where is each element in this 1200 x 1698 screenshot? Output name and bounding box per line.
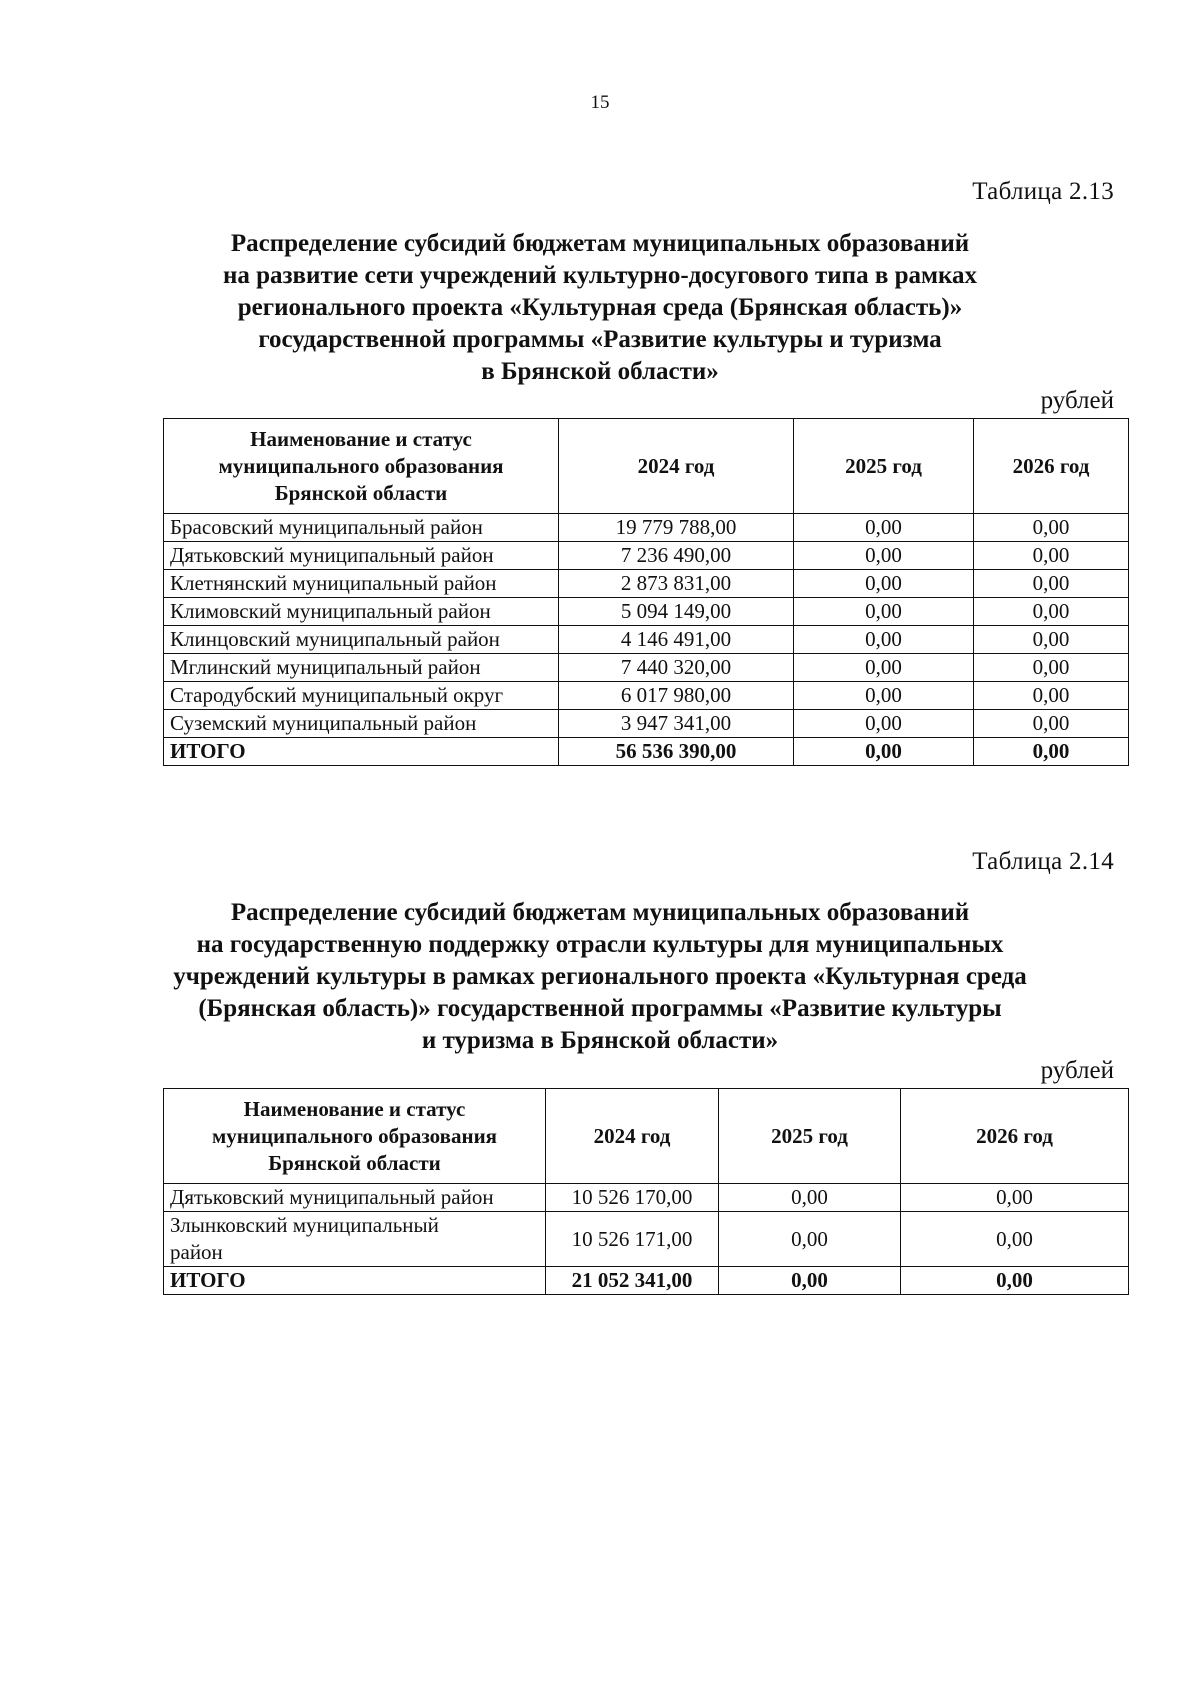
title-line: учреждений культуры в рамках регионального проекта «Культурная среда <box>173 963 1027 990</box>
allocation-table <box>163 1088 1129 1295</box>
value-2024: 2 873 831,00 <box>559 570 794 598</box>
total-label: ИТОГО <box>164 1267 546 1295</box>
header-line: муниципального образования <box>211 1123 498 1148</box>
municipality-name: Суземский муниципальный район <box>164 710 559 738</box>
title-line: государственной программы «Развитие культуры и туризма <box>258 326 942 353</box>
table-label: Таблица 2.14 <box>972 848 1114 875</box>
title-line: регионального проекта «Культурная среда (Брянская область)» <box>237 294 963 321</box>
header-row <box>164 1089 1129 1184</box>
table-row <box>164 1212 1129 1267</box>
column-header-2024: 2024 год <box>546 1089 719 1184</box>
table-row <box>164 542 1129 570</box>
municipality-name: Дятьковский муниципальный район <box>164 1184 546 1212</box>
title-line: в Брянской области» <box>481 358 719 385</box>
value-2026: 0,00 <box>974 654 1129 682</box>
column-header-2026: 2026 год <box>901 1089 1129 1184</box>
title-line: Распределение субсидий бюджетам муниципальных образований <box>230 899 970 926</box>
header-line: Наименование и статус <box>243 1096 466 1121</box>
unit-label: рублей <box>1040 1057 1114 1084</box>
table-row <box>164 682 1129 710</box>
column-header-2026: 2026 год <box>974 419 1129 514</box>
page-number: 15 <box>590 92 610 113</box>
allocation-table <box>163 418 1129 766</box>
total-row <box>164 1267 1129 1295</box>
value-2026: 0,00 <box>974 710 1129 738</box>
column-header-2025: 2025 год <box>794 419 974 514</box>
value-2024: 3 947 341,00 <box>559 710 794 738</box>
column-header-name <box>164 419 559 514</box>
municipality-name <box>164 1212 546 1267</box>
value-2025: 0,00 <box>794 710 974 738</box>
value-2024: 5 094 149,00 <box>559 598 794 626</box>
value-2026: 0,00 <box>901 1212 1129 1267</box>
name-line: район <box>170 1240 223 1264</box>
value-2024: 19 779 788,00 <box>559 514 794 542</box>
table-title <box>150 897 1050 1057</box>
municipality-name: Дятьковский муниципальный район <box>164 542 559 570</box>
municipality-name: Брасовский муниципальный район <box>164 514 559 542</box>
value-2024: 7 236 490,00 <box>559 542 794 570</box>
total-2025: 0,00 <box>719 1267 901 1295</box>
title-line: на развитие сети учреждений культурно-досугового типа в рамках <box>222 262 978 289</box>
table-row <box>164 626 1129 654</box>
value-2024: 4 146 491,00 <box>559 626 794 654</box>
total-2026: 0,00 <box>974 738 1129 766</box>
table-row <box>164 710 1129 738</box>
column-header-2025: 2025 год <box>719 1089 901 1184</box>
value-2026: 0,00 <box>974 682 1129 710</box>
name-line: Злынковский муниципальный <box>170 1213 439 1237</box>
value-2026: 0,00 <box>974 514 1129 542</box>
header-line: Брянской области <box>268 1150 441 1175</box>
table-row <box>164 654 1129 682</box>
title-line: на государственную поддержку отрасли культуры для муниципальных <box>196 931 1004 958</box>
column-header-2024: 2024 год <box>559 419 794 514</box>
value-2024: 10 526 170,00 <box>546 1184 719 1212</box>
value-2025: 0,00 <box>794 654 974 682</box>
value-2026: 0,00 <box>901 1184 1129 1212</box>
unit-label: рублей <box>1040 387 1114 414</box>
header-line: Наименование и статус <box>250 426 472 451</box>
total-label: ИТОГО <box>164 738 559 766</box>
municipality-name: Климовский муниципальный район <box>164 598 559 626</box>
value-2026: 0,00 <box>974 626 1129 654</box>
total-2025: 0,00 <box>794 738 974 766</box>
value-2025: 0,00 <box>794 514 974 542</box>
value-2026: 0,00 <box>974 598 1129 626</box>
value-2026: 0,00 <box>974 570 1129 598</box>
value-2026: 0,00 <box>974 542 1129 570</box>
total-row <box>164 738 1129 766</box>
value-2025: 0,00 <box>794 598 974 626</box>
header-row <box>164 419 1129 514</box>
table-row <box>164 1184 1129 1212</box>
title-line: и туризма в Брянской области» <box>421 1027 779 1054</box>
table-label: Таблица 2.13 <box>972 178 1114 205</box>
value-2024: 6 017 980,00 <box>559 682 794 710</box>
header-line: муниципального образования <box>218 453 504 478</box>
value-2025: 0,00 <box>719 1184 901 1212</box>
value-2024: 7 440 320,00 <box>559 654 794 682</box>
value-2025: 0,00 <box>794 626 974 654</box>
municipality-name: Клетнянский муниципальный район <box>164 570 559 598</box>
title-line: Распределение субсидий бюджетам муниципальных образований <box>230 230 970 257</box>
value-2025: 0,00 <box>794 570 974 598</box>
municipality-name: Клинцовский муниципальный район <box>164 626 559 654</box>
table-row <box>164 570 1129 598</box>
value-2024: 10 526 171,00 <box>546 1212 719 1267</box>
table-title <box>150 228 1050 388</box>
header-line: Брянской области <box>274 480 448 505</box>
total-2026: 0,00 <box>901 1267 1129 1295</box>
value-2025: 0,00 <box>794 682 974 710</box>
column-header-name <box>164 1089 546 1184</box>
value-2025: 0,00 <box>794 542 974 570</box>
table-row <box>164 514 1129 542</box>
municipality-name: Стародубский муниципальный округ <box>164 682 559 710</box>
value-2025: 0,00 <box>719 1212 901 1267</box>
title-line: (Брянская область)» государственной программы «Развитие культуры <box>198 995 1002 1022</box>
table-row <box>164 598 1129 626</box>
total-2024: 56 536 390,00 <box>559 738 794 766</box>
municipality-name: Мглинский муниципальный район <box>164 654 559 682</box>
total-2024: 21 052 341,00 <box>546 1267 719 1295</box>
